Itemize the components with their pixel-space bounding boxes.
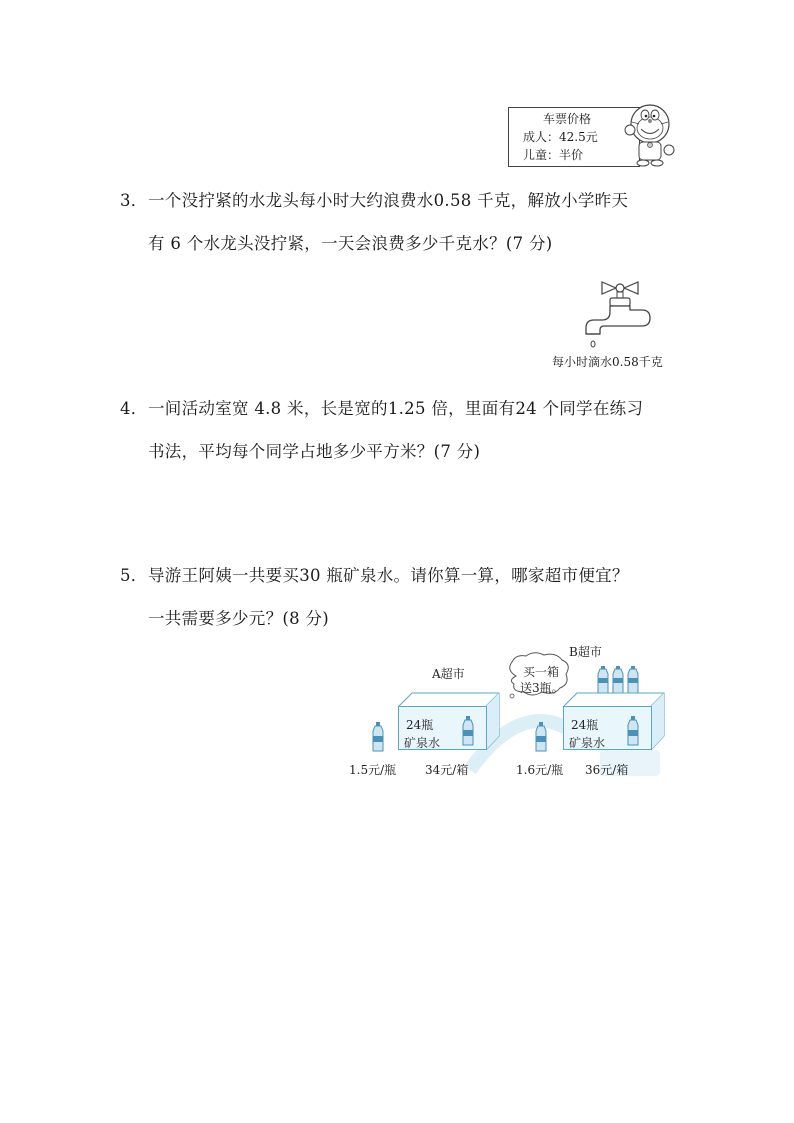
question-5-line-1: 导游王阿姨一共要买30 瓶矿泉水。请你算一算，哪家超市便宜？ bbox=[148, 566, 629, 585]
bottle-icon bbox=[462, 716, 474, 746]
ticket-adult-price: 成人：42.5元 bbox=[523, 130, 598, 144]
question-3-line-2: 有 6 个水龙头没拧紧，一天会浪费多少千克水？(7 分) bbox=[148, 234, 553, 253]
ticket-price-box bbox=[508, 107, 640, 167]
market-b-box-count: 24瓶 bbox=[571, 718, 599, 732]
ticket-child-price: 儿童：半价 bbox=[523, 148, 584, 162]
bonus-bottles-icon bbox=[597, 666, 641, 694]
market-b-promo-line-1: 买一箱 bbox=[523, 665, 560, 679]
market-a-box-count: 24瓶 bbox=[406, 718, 434, 732]
question-3-line-1: 一个没拧紧的水龙头每小时大约浪费水0.58 千克，解放小学昨天 bbox=[148, 191, 629, 210]
faucet-caption: 每小时滴水0.58千克 bbox=[552, 355, 663, 369]
market-a-box-price: 34元/箱 bbox=[425, 763, 469, 777]
cartoon-robot-cat-icon bbox=[622, 100, 676, 170]
market-b-single-price: 1.6元/瓶 bbox=[516, 763, 564, 777]
question-5-line-2: 一共需要多少元？(8 分) bbox=[148, 609, 330, 628]
question-5-number: 5． bbox=[120, 566, 148, 585]
ticket-title: 车票价格 bbox=[543, 112, 592, 126]
supermarket-illustration bbox=[340, 640, 670, 785]
market-a-box-content: 矿泉水 bbox=[404, 736, 441, 750]
bottle-icon bbox=[535, 722, 547, 752]
bottle-icon bbox=[627, 716, 639, 746]
question-4-line-2: 书法，平均每个同学占地多少平方米？(7 分) bbox=[148, 442, 481, 461]
market-b-box-price: 36元/箱 bbox=[585, 763, 629, 777]
market-a-single-price: 1.5元/瓶 bbox=[349, 763, 397, 777]
faucet-icon bbox=[580, 276, 660, 352]
market-b-promo-line-2: 送3瓶。 bbox=[520, 681, 564, 695]
market-a-name: A超市 bbox=[432, 667, 465, 681]
market-b-box-content: 矿泉水 bbox=[569, 736, 606, 750]
question-4-line-1: 一间活动室宽 4.8 米，长是宽的1.25 倍，里面有24 个同学在练习 bbox=[148, 399, 644, 418]
bottle-icon bbox=[372, 722, 384, 752]
question-4-number: 4． bbox=[120, 399, 148, 418]
market-b-name: B超市 bbox=[569, 645, 602, 659]
question-3-number: 3． bbox=[120, 191, 148, 210]
